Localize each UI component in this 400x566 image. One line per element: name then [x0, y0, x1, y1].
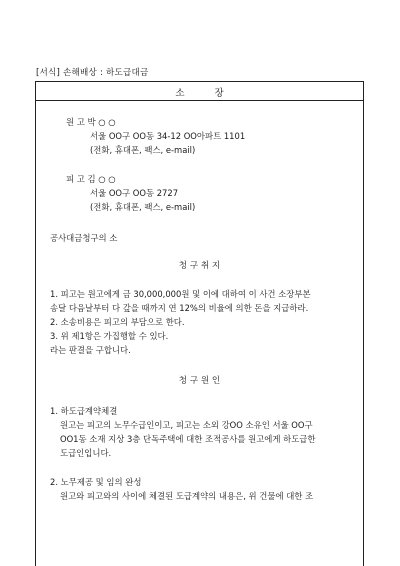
complaint-document — [35, 81, 364, 566]
claim-purpose-item-3: 3. 위 제1항은 가집행할 수 있다. — [50, 331, 169, 341]
case-name: 공사대금청구의 소 — [50, 233, 118, 243]
claim-purpose-closing: 라는 판결을 구합니다. — [50, 345, 131, 355]
section-1-line-1: 원고는 피고의 노무수급인이고, 피고는 소외 강OO 소유인 서울 OO구 — [60, 420, 313, 430]
defendant-address: 서울 OO구 OO동 2727 — [90, 188, 179, 198]
section-1-line-2: OO1동 소재 지상 3층 단독주택에 대한 조적공사를 원고에게 하도급한 — [60, 434, 316, 444]
claim-purpose-item-2: 2. 소송비용은 피고의 부담으로 한다. — [50, 317, 185, 327]
section-1-title: 1. 하도급계약체결 — [50, 406, 118, 416]
plaintiff-address: 서울 OO구 OO동 34-12 OO아파트 1101 — [90, 131, 246, 141]
claim-purpose-heading: 청 구 취 지 — [178, 261, 221, 271]
form-label: [서식] 손해배상 : 하도급대금 — [36, 68, 149, 78]
claim-cause-heading: 청 구 원 인 — [178, 376, 221, 386]
title-row — [36, 82, 363, 101]
section-1-line-3: 도급인입니다. — [60, 448, 112, 458]
section-2-title: 2. 노무제공 및 임의 완성 — [50, 477, 142, 487]
document-title: 소장 — [175, 88, 254, 99]
defendant-contact: (전화, 휴대폰, 팩스, e-mail) — [90, 202, 196, 212]
plaintiff-contact: (전화, 휴대폰, 팩스, e-mail) — [90, 145, 196, 155]
plaintiff-name: 원 고 박 ○ ○ — [66, 117, 116, 127]
claim-purpose-item-1-cont: 송달 다음날부터 다 갚을 때까지 연 12%의 비율에 의한 돈을 지급하라. — [50, 303, 309, 313]
section-2-line-1: 원고와 피고와의 사이에 체결된 도급계약의 내용은, 위 건물에 대한 조 — [60, 491, 314, 501]
defendant-name: 피 고 김 ○ ○ — [66, 174, 116, 184]
claim-purpose-item-1: 1. 피고는 원고에게 금 30,000,000원 및 이에 대하여 이 사건 소장부본 — [50, 289, 311, 299]
